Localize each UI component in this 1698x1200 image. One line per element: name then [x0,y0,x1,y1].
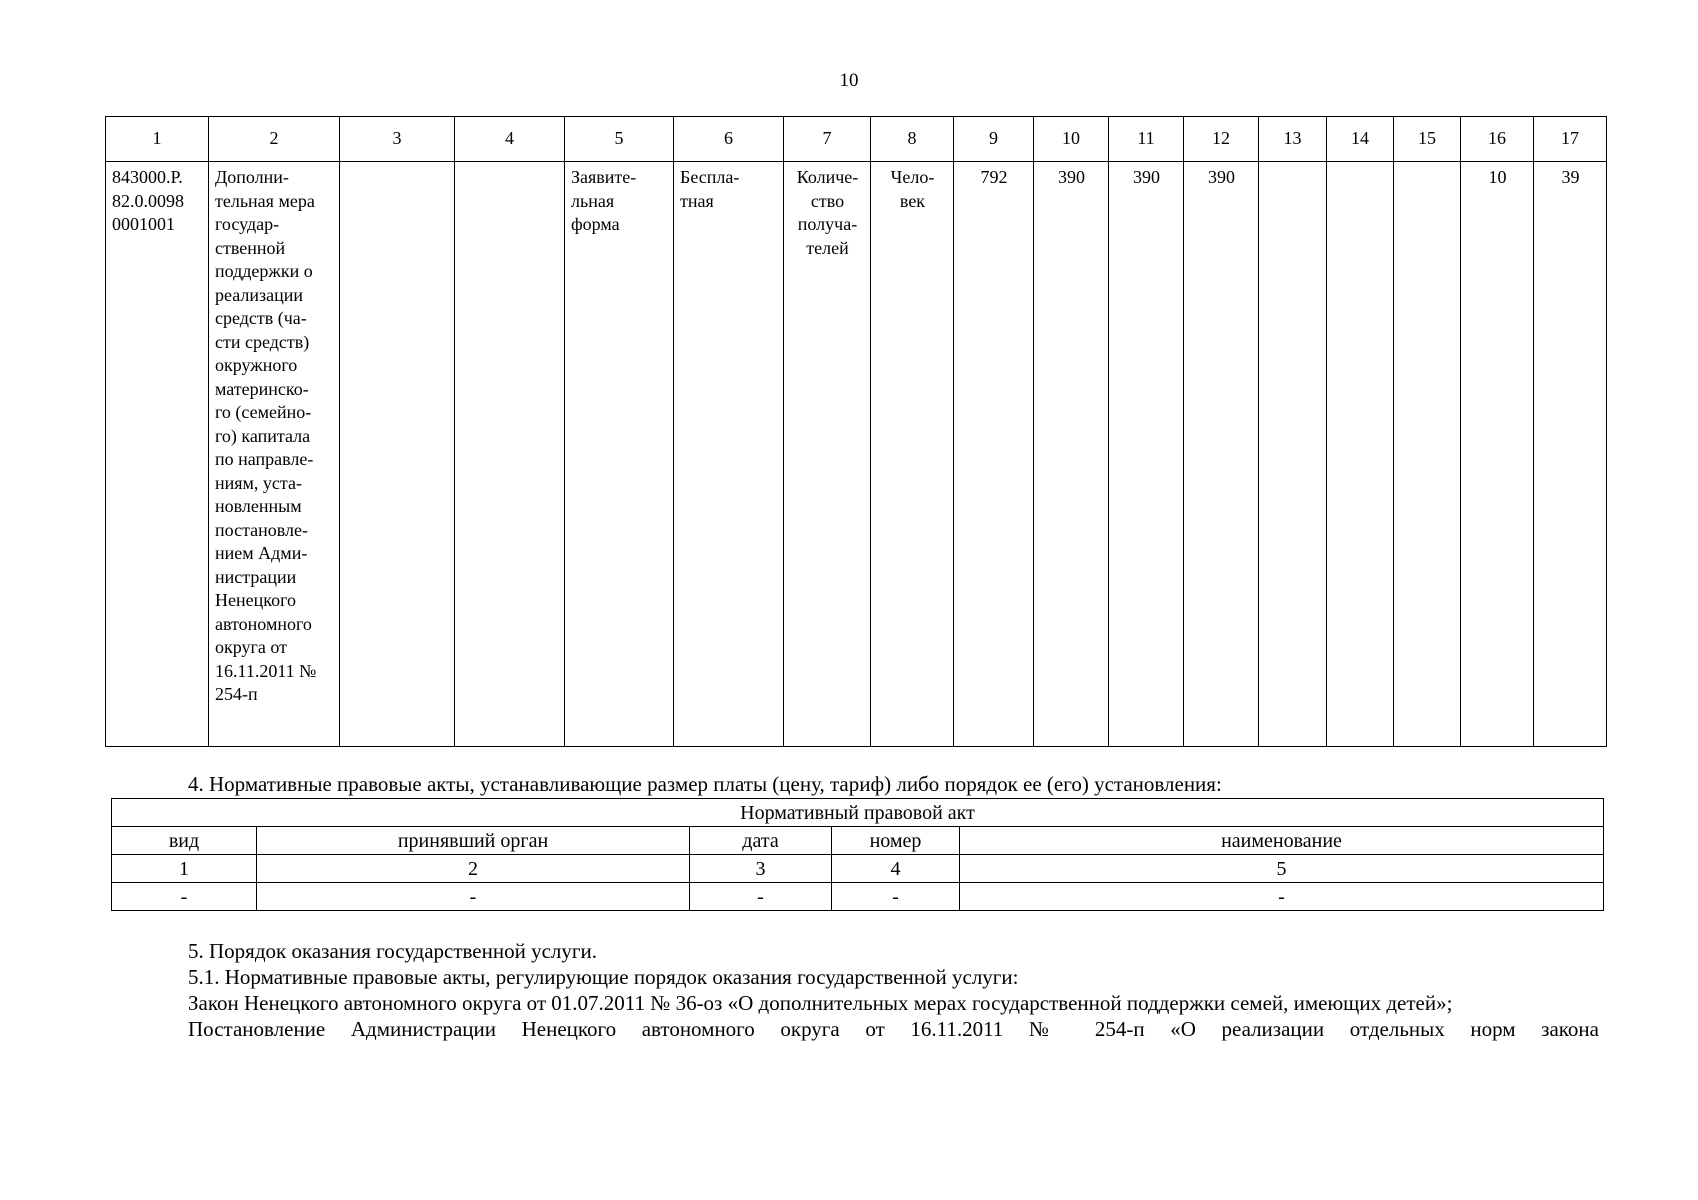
legal-acts-table [111,798,1604,911]
col-header: 7 [784,117,871,162]
table-cell: - [960,883,1604,911]
col-header: 11 [1109,117,1184,162]
section-5-1-title: 5.1. Нормативные правовые акты, регулирующие порядок оказания государственной услуги: [188,965,1019,989]
deviation-percent-cell: 10 [1461,162,1534,747]
col-header: 3 [340,117,455,162]
table-cell: - [112,883,257,911]
col-header: 16 [1461,117,1534,162]
indicator-name-cell: Количе- ство получа- телей [784,162,871,747]
service-content-cell: Дополни- тельная мера государ- ственной поддержки о реализации средств (ча- сти средств) окружного материнско- го (семейно- го) капитала по направле- ниям, уста- новленным постановле- нием Адми- нистрации Ненецкого автономного округа от 16.11.2011 № 254-п [209,162,340,747]
col-header-authority: принявший орган [257,827,690,855]
table-cell [1259,162,1327,747]
col-number: 3 [690,855,832,883]
table-cell [1394,162,1461,747]
table-cell: - [257,883,690,911]
table-cell [340,162,455,747]
table-cell [1327,162,1394,747]
unit-cell: Чело- век [871,162,954,747]
payment-type-cell: Беспла- тная [674,162,784,747]
table-title-row [112,799,1604,827]
table-row [106,162,1607,747]
col-header: 14 [1327,117,1394,162]
registry-number-cell: 843000.Р. 82.0.0098 0001001 [106,162,209,747]
col-header: 12 [1184,117,1259,162]
col-header-date: дата [690,827,832,855]
value-cell: 390 [1184,162,1259,747]
table-header-row [106,117,1607,162]
deviation-absolute-cell: 39 [1534,162,1607,747]
table-cell [455,162,565,747]
col-number: 2 [257,855,690,883]
col-header: 8 [871,117,954,162]
decree-reference: Постановление Администрации Ненецкого автономного округа от 16.11.2011 № 254-п «О реализации отдельных норм закона [188,1017,1599,1041]
law-reference: Закон Ненецкого автономного округа от 01.07.2011 № 36-оз «О дополнительных мерах государственной поддержки семей, имеющих детей»; [188,991,1453,1015]
col-header-type: вид [112,827,257,855]
value-cell: 390 [1034,162,1109,747]
col-header: 6 [674,117,784,162]
service-indicators-table [105,116,1607,747]
section-5 [114,938,1599,1042]
col-header: 2 [209,117,340,162]
col-header-name: наименование [960,827,1604,855]
table-cell: - [690,883,832,911]
col-header: 4 [455,117,565,162]
col-header: 17 [1534,117,1607,162]
value-cell: 390 [1109,162,1184,747]
col-header: 13 [1259,117,1327,162]
col-number: 5 [960,855,1604,883]
table-header-row [112,827,1604,855]
col-header-number: номер [832,827,960,855]
service-form-cell: Заявите- льная форма [565,162,674,747]
col-header: 9 [954,117,1034,162]
col-number: 4 [832,855,960,883]
table-cell: - [832,883,960,911]
table-row [112,883,1604,911]
table-row [112,855,1604,883]
col-header: 1 [106,117,209,162]
col-header: 15 [1394,117,1461,162]
col-number: 1 [112,855,257,883]
section-5-title: 5. Порядок оказания государственной услуги. [188,939,597,963]
legal-act-title: Нормативный правовой акт [112,799,1604,827]
section-4-heading: 4. Нормативные правовые акты, устанавливающие размер платы (цену, тариф) либо порядок ее (его) установления: [188,772,1222,796]
page-number: 10 [839,70,859,91]
col-header: 10 [1034,117,1109,162]
col-header: 5 [565,117,674,162]
okei-code-cell: 792 [954,162,1034,747]
